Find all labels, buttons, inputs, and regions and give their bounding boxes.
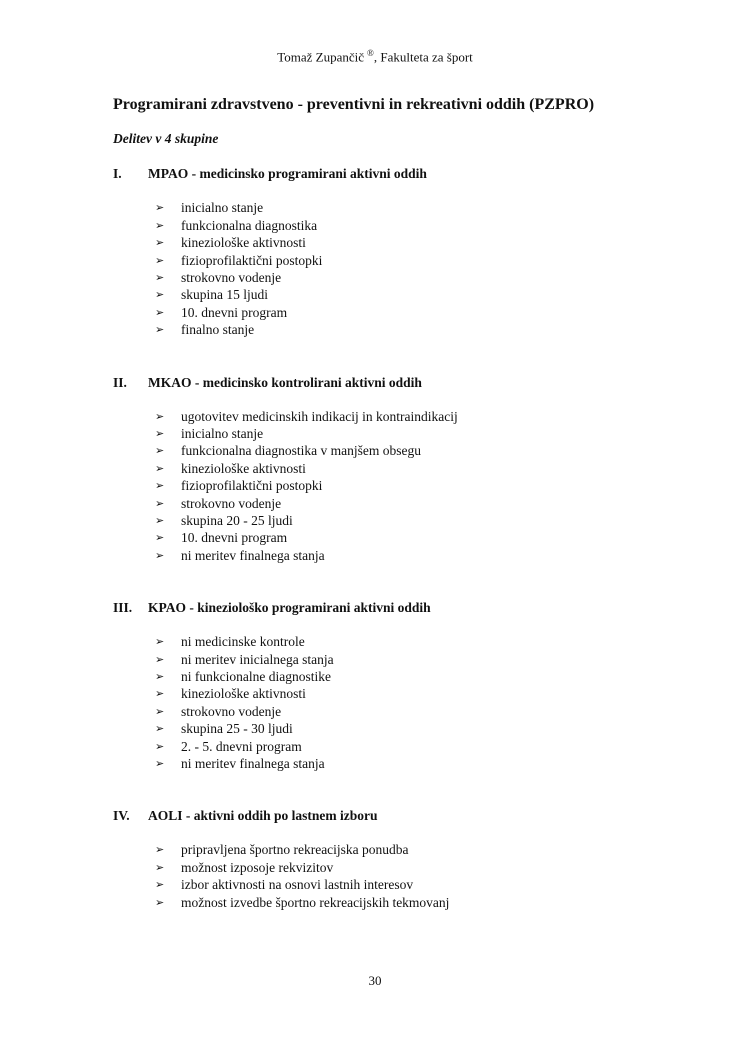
list-item-text: skupina 15 ljudi	[181, 287, 268, 303]
list-item	[155, 547, 750, 564]
arrow-bullet-icon: ➢	[155, 514, 165, 528]
affiliation-text: , Fakulteta za šport	[373, 49, 473, 65]
bullet-list	[0, 633, 750, 772]
list-item	[155, 425, 750, 442]
section-numeral: I.	[113, 166, 122, 182]
section-heading-text: MPAO - medicinsko programirani aktivni oddih	[148, 166, 427, 182]
list-item	[155, 703, 750, 720]
bullet-list	[0, 408, 750, 565]
list-item	[155, 841, 750, 858]
arrow-bullet-icon: ➢	[155, 461, 165, 475]
arrow-bullet-icon: ➢	[155, 739, 165, 753]
list-item	[155, 495, 750, 512]
author-name: Tomaž Zupančič	[277, 49, 365, 65]
list-item	[155, 651, 750, 668]
list-item	[155, 894, 750, 911]
list-item-text: ni meritev inicialnega stanja	[181, 651, 334, 667]
page-title: Programirani zdravstveno - preventivni in rekreativni oddih (PZPRO)	[113, 96, 595, 114]
list-item-text: skupina 25 - 30 ljudi	[181, 721, 293, 737]
section-numeral: III.	[113, 600, 133, 616]
list-item	[155, 321, 750, 338]
list-item	[155, 512, 750, 529]
section-numeral: II.	[113, 374, 127, 390]
arrow-bullet-icon: ➢	[155, 652, 165, 666]
subtitle: Delitev v 4 skupine	[113, 131, 219, 147]
list-item-text: strokovno vodenje	[181, 703, 282, 719]
list-item-text: inicialno stanje	[181, 425, 264, 441]
section-heading	[113, 807, 750, 825]
arrow-bullet-icon: ➢	[155, 531, 165, 545]
list-item-text: finalno stanje	[181, 322, 255, 338]
registered-trademark-symbol: ®	[367, 48, 374, 58]
section-mkao	[0, 374, 750, 565]
arrow-bullet-icon: ➢	[155, 757, 165, 771]
list-item	[155, 633, 750, 650]
bullet-list	[0, 199, 750, 338]
list-item	[155, 460, 750, 477]
list-item-text: kineziološke aktivnosti	[181, 235, 306, 251]
list-item	[155, 252, 750, 269]
arrow-bullet-icon: ➢	[155, 878, 165, 892]
list-item	[155, 668, 750, 685]
list-item-text: strokovno vodenje	[181, 269, 282, 285]
arrow-bullet-icon: ➢	[155, 426, 165, 440]
list-item	[155, 234, 750, 251]
arrow-bullet-icon: ➢	[155, 409, 165, 423]
list-item	[155, 199, 750, 216]
list-item	[155, 755, 750, 772]
list-item	[155, 685, 750, 702]
list-item-text: možnost izvedbe športno rekreacijskih tekmovanj	[181, 894, 450, 910]
arrow-bullet-icon: ➢	[155, 444, 165, 458]
bullet-list	[0, 841, 750, 911]
list-item	[155, 286, 750, 303]
arrow-bullet-icon: ➢	[155, 236, 165, 250]
page-number: 30	[368, 973, 382, 988]
arrow-bullet-icon: ➢	[155, 496, 165, 510]
arrow-bullet-icon: ➢	[155, 479, 165, 493]
list-item-text: ni meritev finalnega stanja	[181, 756, 325, 772]
section-aoli	[0, 807, 750, 911]
list-item	[155, 720, 750, 737]
arrow-bullet-icon: ➢	[155, 548, 165, 562]
page-header	[0, 0, 750, 65]
list-item-text: inicialno stanje	[181, 200, 264, 216]
list-item-text: strokovno vodenje	[181, 495, 282, 511]
arrow-bullet-icon: ➢	[155, 218, 165, 232]
list-item-text: izbor aktivnosti na osnovi lastnih interesov	[181, 877, 414, 893]
arrow-bullet-icon: ➢	[155, 670, 165, 684]
list-item-text: skupina 20 - 25 ljudi	[181, 513, 293, 529]
list-item-text: pripravljena športno rekreacijska ponudba	[181, 842, 409, 858]
arrow-bullet-icon: ➢	[155, 253, 165, 267]
list-item-text: kineziološke aktivnosti	[181, 460, 306, 476]
arrow-bullet-icon: ➢	[155, 305, 165, 319]
list-item-text: možnost izposoje rekvizitov	[181, 859, 334, 875]
list-item-text: fizioprofilaktični postopki	[181, 252, 323, 268]
list-item	[155, 529, 750, 546]
section-heading	[113, 165, 750, 183]
list-item-text: ni meritev finalnega stanja	[181, 547, 325, 563]
arrow-bullet-icon: ➢	[155, 201, 165, 215]
list-item-text: 10. dnevni program	[181, 530, 288, 546]
list-item	[155, 876, 750, 893]
list-item	[155, 738, 750, 755]
list-item-text: kineziološke aktivnosti	[181, 686, 306, 702]
arrow-bullet-icon: ➢	[155, 722, 165, 736]
arrow-bullet-icon: ➢	[155, 635, 165, 649]
arrow-bullet-icon: ➢	[155, 895, 165, 909]
list-item-text: fizioprofilaktični postopki	[181, 478, 323, 494]
list-item-text: 10. dnevni program	[181, 304, 288, 320]
arrow-bullet-icon: ➢	[155, 704, 165, 718]
arrow-bullet-icon: ➢	[155, 288, 165, 302]
section-heading-text: AOLI - aktivni oddih po lastnem izboru	[148, 808, 378, 824]
section-numeral: IV.	[113, 808, 130, 824]
list-item	[155, 304, 750, 321]
list-item-text: 2. - 5. dnevni program	[181, 738, 302, 754]
list-item	[155, 269, 750, 286]
list-item	[155, 477, 750, 494]
section-heading	[113, 599, 750, 617]
arrow-bullet-icon: ➢	[155, 860, 165, 874]
section-heading-text: KPAO - kineziološko programirani aktivni oddih	[148, 600, 431, 616]
arrow-bullet-icon: ➢	[155, 270, 165, 284]
list-item	[155, 408, 750, 425]
arrow-bullet-icon: ➢	[155, 323, 165, 337]
arrow-bullet-icon: ➢	[155, 687, 165, 701]
section-heading-text: MKAO - medicinsko kontrolirani aktivni oddih	[148, 374, 422, 390]
section-kpao	[0, 599, 750, 772]
section-mpao	[0, 165, 750, 338]
list-item-text: funkcionalna diagnostika v manjšem obsegu	[181, 443, 421, 459]
list-item-text: ni medicinske kontrole	[181, 634, 305, 650]
list-item	[155, 442, 750, 459]
list-item-text: ugotovitev medicinskih indikacij in kontraindikacij	[181, 408, 458, 424]
list-item	[155, 859, 750, 876]
list-item	[155, 217, 750, 234]
list-item-text: funkcionalna diagnostika	[181, 217, 318, 233]
arrow-bullet-icon: ➢	[155, 843, 165, 857]
section-heading	[113, 374, 750, 392]
list-item-text: ni funkcionalne diagnostike	[181, 669, 331, 685]
